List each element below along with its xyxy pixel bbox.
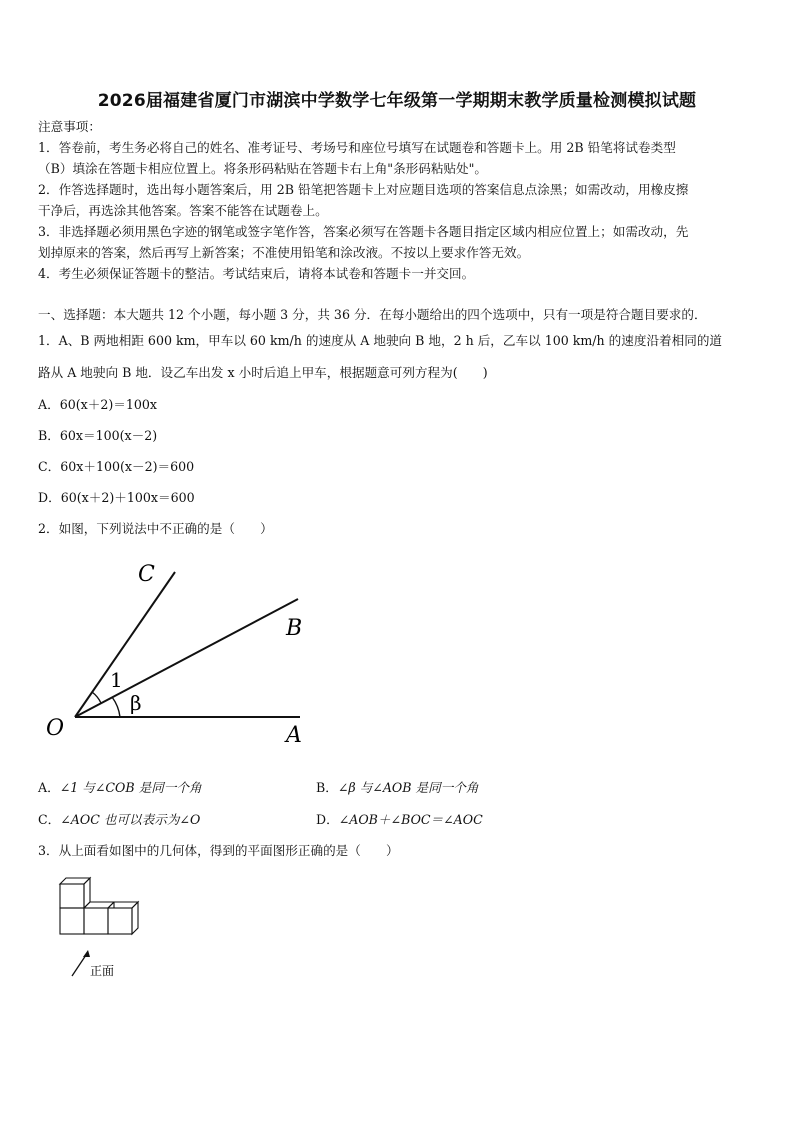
q2-stem: 2．如图，下列说法中不正确的是（ ）: [38, 521, 273, 536]
q1-option-c: C．60x＋100(x－2)＝600: [38, 459, 195, 474]
option-letter: D．: [316, 812, 339, 827]
option-text: ∠AOB＋∠BOC＝∠AOC: [338, 812, 483, 827]
label-b: B: [286, 616, 303, 641]
q3-stem: 3．从上面看如图中的几何体，得到的平面图形正确的是（ ）: [38, 843, 399, 858]
label-angle-1: 1: [110, 668, 123, 692]
notice-line-2: （B）填涂在答题卡相应位置上。将条形码粘贴在答题卡右上角"条形码粘贴处"。: [38, 161, 488, 176]
notice-line-6: 划掉原来的答案，然后再写上新答案；不准使用铅笔和涂改液。不按以上要求作答无效。: [38, 245, 530, 260]
notice-line-7: 4．考生必须保证答题卡的整洁。考试结束后，请将本试卷和答题卡一并交回。: [38, 266, 475, 281]
label-beta: β: [130, 691, 142, 715]
notice-heading: 注意事项：: [38, 119, 101, 134]
q1-option-b: B．60x＝100(x－2): [38, 428, 158, 443]
arc-angle-1: [92, 692, 101, 703]
q1-option-a: A．60(x＋2)＝100x: [38, 397, 157, 412]
option-letter: A．: [38, 780, 60, 795]
notice-line-5: 3．非选择题必须用黑色字迹的钢笔或签字笔作答，答案必须写在答题卡各题目指定区域内相应位置上；如需改动，先: [38, 224, 689, 239]
cube-front-face: [60, 884, 84, 908]
q2-option-b: [316, 779, 479, 797]
notice-line-1: 1．答卷前，考生务必将自己的姓名、准考证号、考场号和座位号填写在试题卷和答题卡上。用 2B 铅笔将试卷类型: [38, 140, 676, 155]
q2-option-d: [316, 811, 483, 829]
option-text: ∠β 与∠AOB 是同一个角: [337, 780, 479, 795]
ray-oc: [75, 572, 175, 717]
q2-option-c: [38, 811, 200, 829]
angle-figure: [40, 555, 320, 755]
page-title: 2026届福建省厦门市湖滨中学数学七年级第一学期期末教学质量检测模拟试题: [97, 91, 697, 111]
cube-solid-figure: [52, 872, 152, 984]
front-label: 正面: [90, 964, 115, 978]
notice-line-3: 2．作答选择题时，选出每小题答案后，用 2B 铅笔把答题卡上对应题目选项的答案信息点涂黑；如需改动，用橡皮擦: [38, 182, 689, 197]
option-letter: B．: [316, 780, 338, 795]
q1-option-d: D．60(x＋2)＋100x＝600: [38, 490, 195, 505]
arrow-head-icon: [83, 950, 90, 957]
label-o: O: [46, 716, 65, 741]
notice-line-4: 干净后，再选涂其他答案。答案不能答在试题卷上。: [38, 203, 328, 218]
label-c: C: [138, 562, 155, 587]
q1-stem-line-2: 路从 A 地驶向 B 地．设乙车出发 x 小时后追上甲车，根据题意可列方程为( ): [38, 365, 488, 380]
option-text: ∠1 与∠COB 是同一个角: [59, 780, 202, 795]
ray-ob: [75, 599, 298, 717]
section-heading: 一、选择题：本大题共 12 个小题，每小题 3 分，共 36 分．在每小题给出的四个选项中，只有一项是符合题目要求的．: [38, 307, 707, 322]
option-letter: C．: [38, 812, 61, 827]
arc-angle-beta: [112, 697, 120, 717]
cube-front-face: [60, 908, 84, 934]
q1-stem-line-1: 1．A、B 两地相距 600 km，甲车以 60 km/h 的速度从 A 地驶向 B 地，2 h 后，乙车以 100 km/h 的速度沿着相同的道: [38, 333, 723, 348]
cube-front-face: [84, 908, 108, 934]
option-text: ∠AOC 也可以表示为∠O: [60, 812, 201, 827]
cube-side-face: [132, 902, 138, 934]
cube-front-face: [108, 908, 132, 934]
q2-option-a: [38, 779, 202, 797]
label-a: A: [286, 723, 302, 748]
